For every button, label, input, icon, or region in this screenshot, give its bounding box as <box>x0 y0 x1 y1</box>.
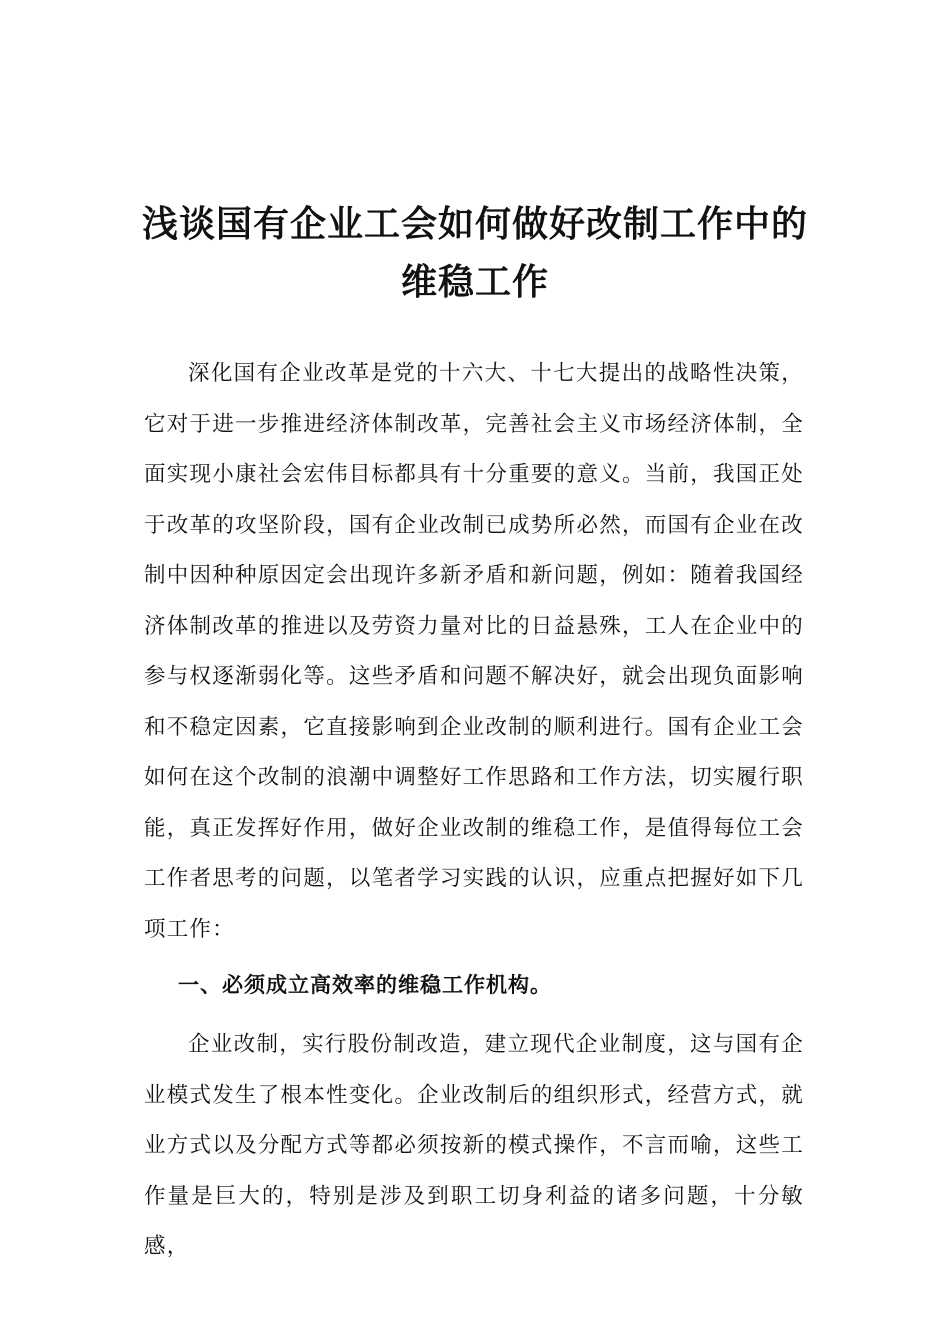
title-line-2: 维稳工作 <box>400 262 549 303</box>
section-heading-1: 一、必须成立高效率的维稳工作机构。 <box>178 973 552 997</box>
intro-paragraph: 深化国有企业改革是党的十六大、十七大提出的战略性决策，它对于进一步推进经济体制改革，完善社会主义市场经济体制，全面实现小康社会宏伟目标都具有十分重要的意义。当前，我国正处于改革的攻坚阶段，国有企业改制已成势所必然，而国有企业在改制中因种种原因定会出现许多新矛盾和新问题，例如：随着我国经济体制改革的推进以及劳资力量对比的日益悬殊，工人在企业中的参与权逐渐弱化等。这些矛盾和问题不解决好，就会出现负面影响和不稳定因素，它直接影响到企业改制的顺利进行。国有企业工会如何在这个改制的浪潮中调整好工作思路和工作方法，切实履行职能，真正发挥好作用，做好企业改制的维稳工作，是值得每位工会工作者思考的问题，以笔者学习实践的认识，应重点把握好如下几项工作： <box>144 361 804 942</box>
title-line-1: 浅谈国有企业工会如何做好改制工作中的 <box>141 204 808 245</box>
section1-paragraph: 企业改制，实行股份制改造，建立现代企业制度，这与国有企业模式发生了根本性变化。企业改制后的组织形式，经营方式，就业方式以及分配方式等都必须按新的模式操作，不言而喻，这些工作量是巨大的，特别是涉及到职工切身利益的诸多问题，十分敏感， <box>144 1032 804 1259</box>
document-title <box>120 196 830 312</box>
